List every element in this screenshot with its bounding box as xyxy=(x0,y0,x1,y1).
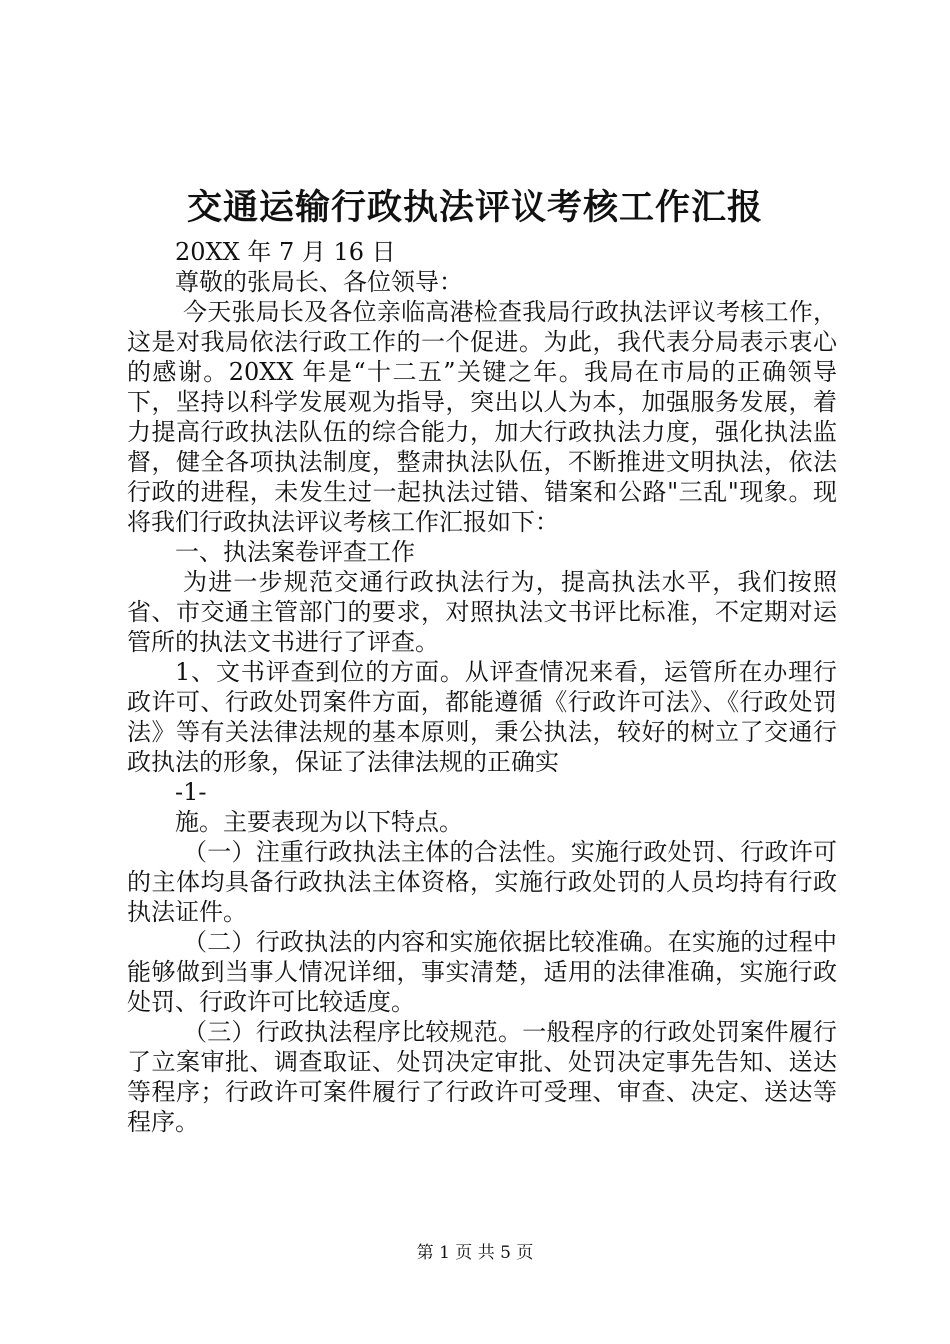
salutation: 尊敬的张局长、各位领导： xyxy=(175,268,463,296)
page-footer: 第 1 页 共 5 页 xyxy=(416,1243,534,1263)
paragraph-item-2: （二）行政执法的内容和实施依据比较准确。在实施的过程中能够做到当事人情况详细，事实清楚，适用的法律准确，实施行政处罚、行政许可比较适度。 xyxy=(127,928,837,1016)
document-title: 交通运输行政执法评议考核工作汇报 xyxy=(186,187,763,228)
page-marker: -1- xyxy=(175,778,207,806)
paragraph-point-1: 1、文书评查到位的方面。从评查情况来看，运管所在办理行政许可、行政处罚案件方面，都能遵循《行政许可法》、《行政处罚法》等有关法律法规的基本原则，秉公执法，较好的树立了交通行政执法的形象，保证了法律法规的正确实 xyxy=(127,658,837,776)
paragraph-continuation: 施。主要表现为以下特点。 xyxy=(175,808,463,836)
document-date: 20XX 年 7 月 16 日 xyxy=(175,238,396,266)
paragraph-intro: 今天张局长及各位亲临高港检查我局行政执法评议考核工作，这是对我局依法行政工作的一个促进。为此，我代表分局表示衷心的感谢。20XX 年是“十二五”关键之年。我局在市局的正确领导下，坚持以科学发展观为指导，突出以人为本，加强服务发展，着力提高行政执法队伍的综合能力，加大行政执法力度，强化执法监督，健全各项执法制度，整肃执法队伍，不断推进文明执法，依法行政的进程，未发生过一起执法过错、错案和公路"三乱"现象。现将我们行政执法评议考核工作汇报如下： xyxy=(127,298,837,536)
paragraph-item-3: （三）行政执法程序比较规范。一般程序的行政处罚案件履行了立案审批、调查取证、处罚决定审批、处罚决定事先告知、送达等程序；行政许可案件履行了行政许可受理、审查、决定、送达等程序。 xyxy=(127,1018,837,1136)
paragraph-review: 为进一步规范交通行政执法行为，提高执法水平，我们按照省、市交通主管部门的要求，对照执法文书评比标准，不定期对运管所的执法文书进行了评查。 xyxy=(127,568,837,656)
section-heading-1: 一、执法案卷评查工作 xyxy=(175,538,415,566)
paragraph-item-1: （一）注重行政执法主体的合法性。实施行政处罚、行政许可的主体均具备行政执法主体资格，实施行政处罚的人员均持有行政执法证件。 xyxy=(127,838,837,926)
document-body xyxy=(127,237,837,1137)
